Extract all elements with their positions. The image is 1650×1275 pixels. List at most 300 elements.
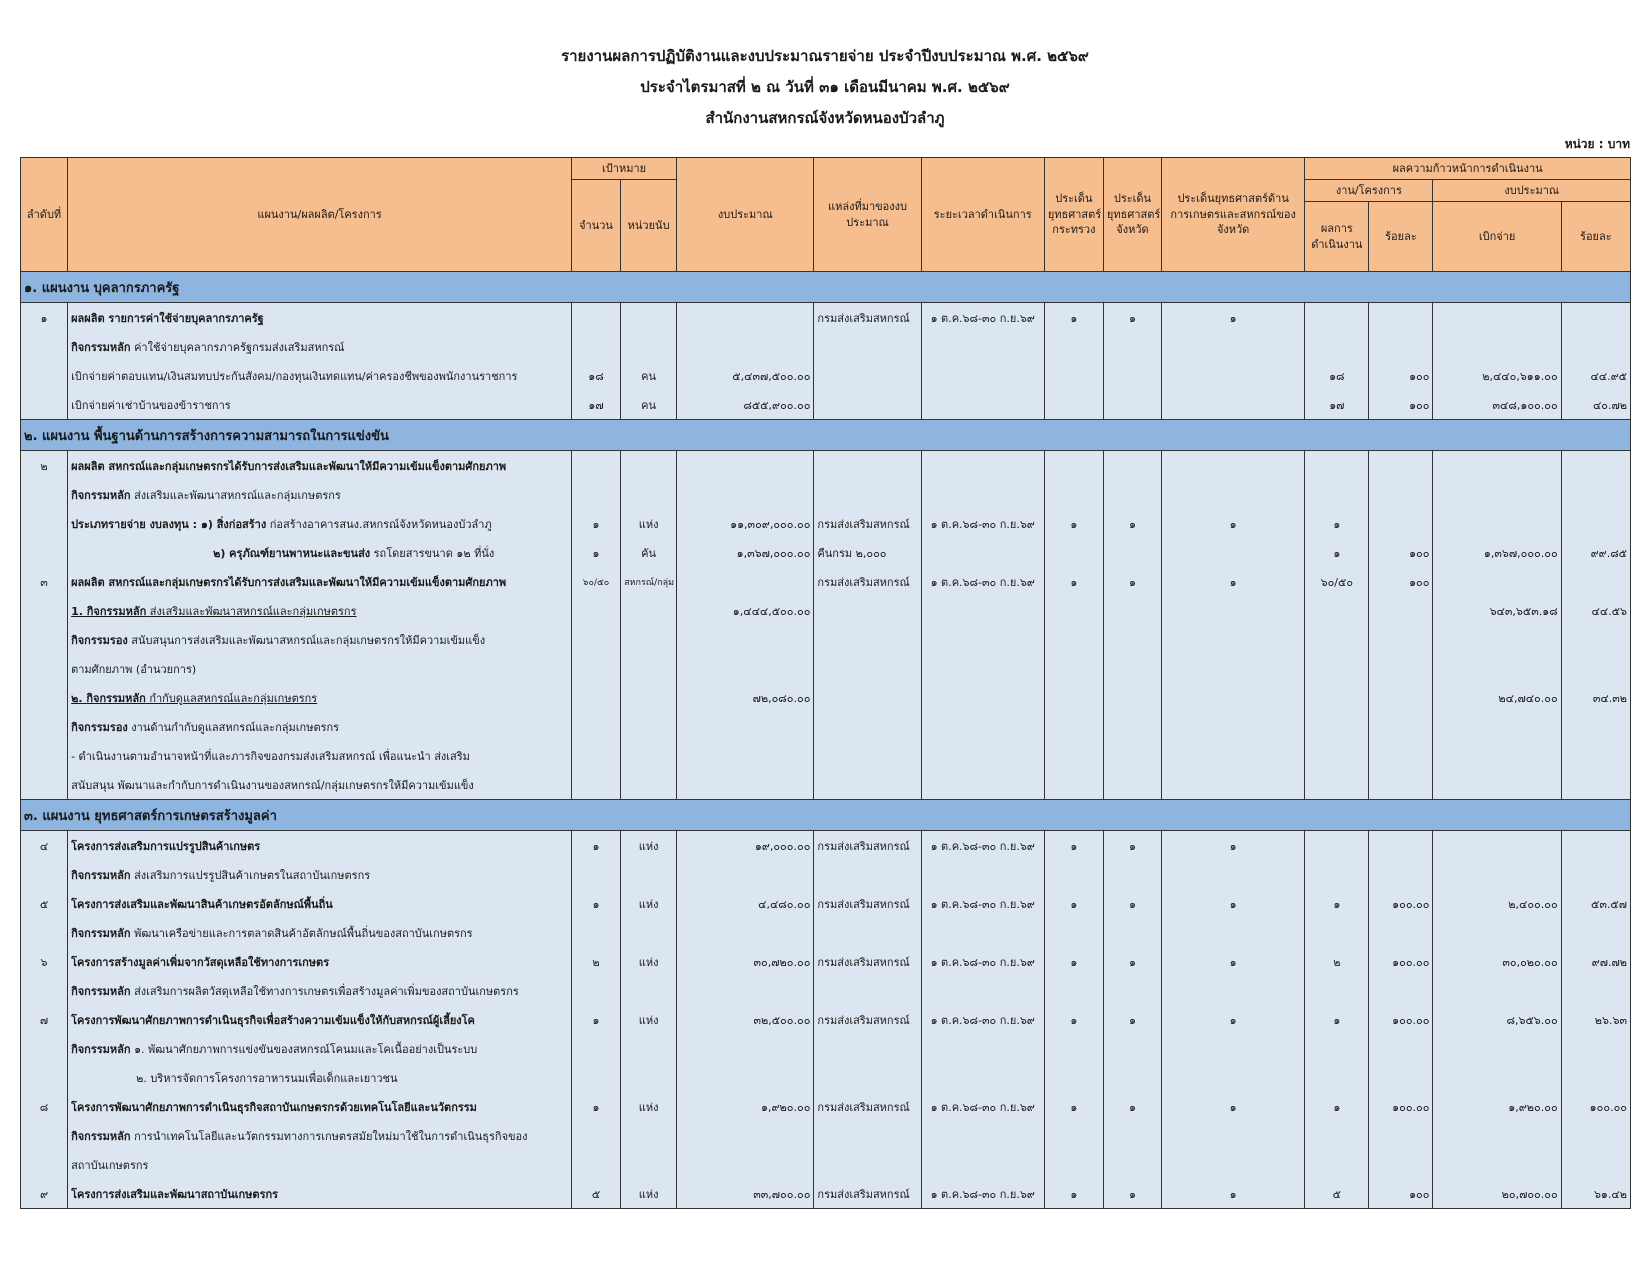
strat-province [1103,361,1161,390]
plan-cell [68,947,572,976]
strat-ministry: ๑ [1044,567,1103,596]
period: ๑ ต.ค.๖๘-๓๐ ก.ย.๖๙ [921,509,1044,538]
budget-percent [1561,918,1630,947]
strat-province [1103,860,1161,889]
strat-province [1103,451,1161,481]
work-result: ๑๘ [1305,361,1369,390]
row-number: ๒ [21,451,68,481]
budget-source: กรมส่งเสริมสหกรณ์ [814,567,921,596]
row-number [21,596,68,625]
work-result [1305,1150,1369,1179]
budget-percent: ๙๗.๗๒ [1561,947,1630,976]
row-number: ๔ [21,831,68,861]
budget-source: กรมส่งเสริมสหกรณ์ [814,831,921,861]
budget-source [814,596,921,625]
work-result [1305,451,1369,481]
row-number: ๗ [21,1005,68,1034]
table-row [21,509,1631,538]
row-number [21,1150,68,1179]
section-row [21,800,1631,831]
period: ๑ ต.ค.๖๘-๓๐ ก.ย.๖๙ [921,1092,1044,1121]
period [921,451,1044,481]
strat-agri: ๑ [1162,303,1305,333]
target-qty: ๑ [571,1005,620,1034]
strat-ministry [1044,451,1103,481]
budget-percent [1561,770,1630,800]
strat-ministry [1044,480,1103,509]
disbursed-value [1433,480,1561,509]
plan-text: เบิกจ่ายค่าเช่าบ้านของข้าราชการ [71,398,231,412]
work-result [1305,683,1369,712]
plan-heading: 1. กิจกรรมหลัก [71,604,147,618]
budget-value: ๑๙,๐๐๐.๐๐ [677,831,814,861]
work-percent [1369,860,1433,889]
work-percent [1369,596,1433,625]
table-row [21,976,1631,1005]
budget-value: ๑๑,๓๐๙,๐๐๐.๐๐ [677,509,814,538]
work-result: ๑ [1305,538,1369,567]
target-qty [571,1121,620,1150]
budget-value [677,303,814,333]
budget-percent [1561,831,1630,861]
period [921,390,1044,420]
target-unit [621,1034,677,1063]
strat-agri [1162,918,1305,947]
strat-province [1103,741,1161,770]
budget-source: กรมส่งเสริมสหกรณ์ [814,1179,921,1209]
row-number: ๖ [21,947,68,976]
plan-heading: กิจกรรมหลัก [71,984,131,998]
table-row [21,361,1631,390]
strat-province: ๑ [1103,1092,1161,1121]
budget-source [814,741,921,770]
work-result: ๑ [1305,889,1369,918]
strat-ministry: ๑ [1044,1179,1103,1209]
disbursed-value [1433,567,1561,596]
strat-province: ๑ [1103,1005,1161,1034]
col-strat-agri: ประเด็นยุทธศาสตร์ด้านการเกษตรและสหกรณ์ของจังหวัด [1162,158,1305,272]
period [921,741,1044,770]
target-qty: ๑ [571,1092,620,1121]
budget-source [814,712,921,741]
plan-heading: ๒) ครุภัณฑ์ยานพาหนะและขนส่ง [213,546,371,560]
plan-text: การนำเทคโนโลยีและนวัตกรรมทางการเกษตรสมัยใหม่มาใช้ในการดำเนินธุรกิจของ [130,1129,528,1143]
plan-cell [68,390,572,420]
target-unit [621,976,677,1005]
section-title: ๒. แผนงาน พื้นฐานด้านการสร้างการความสามารถในการแข่งขัน [21,420,1631,451]
plan-heading: กิจกรรมหลัก [71,1042,131,1056]
work-result [1305,1063,1369,1092]
work-result: ๑ [1305,1005,1369,1034]
target-unit: แห่ง [621,947,677,976]
table-row [21,712,1631,741]
disbursed-value: ๒,๔๔๐,๖๑๑.๐๐ [1433,361,1561,390]
plan-text: สนับสนุน พัฒนาและกำกับการดำเนินงานของสหกรณ์/กลุ่มเกษตรกรให้มีความเข้มแข็ง [71,778,474,792]
plan-cell [68,770,572,800]
work-percent: ๑๐๐ [1369,361,1433,390]
strat-ministry [1044,1150,1103,1179]
target-qty [571,654,620,683]
budget-source [814,770,921,800]
strat-province [1103,390,1161,420]
table-row [21,596,1631,625]
plan-text: รถโดยสารขนาด ๑๒ ที่นั่ง [370,546,495,560]
period: ๑ ต.ค.๖๘-๓๐ ก.ย.๖๙ [921,889,1044,918]
row-number [21,332,68,361]
plan-text: สถาบันเกษตรกร [71,1158,149,1172]
plan-heading: ๒. กิจกรรมหลัก [71,691,146,705]
strat-agri [1162,1121,1305,1150]
disbursed-value [1433,976,1561,1005]
strat-agri [1162,712,1305,741]
plan-cell [68,509,572,538]
work-result [1305,918,1369,947]
table-row [21,770,1631,800]
work-result [1305,332,1369,361]
target-qty: ๑ [571,538,620,567]
plan-heading: โครงการส่งเสริมและพัฒนาสินค้าเกษตรอัตลักษณ์พื้นถิ่น [71,897,333,911]
target-qty [571,596,620,625]
plan-cell [68,567,572,596]
period [921,538,1044,567]
col-work: งาน/โครงการ [1305,180,1433,202]
strat-ministry [1044,712,1103,741]
target-qty [571,860,620,889]
budget-value [677,976,814,1005]
work-result: ๕ [1305,1179,1369,1209]
col-budget2: งบประมาณ [1433,180,1631,202]
strat-province: ๑ [1103,1179,1161,1209]
budget-source [814,976,921,1005]
plan-cell [68,538,572,567]
plan-cell [68,303,572,333]
strat-province: ๑ [1103,831,1161,861]
budget-percent: ๖๑.๔๒ [1561,1179,1630,1209]
target-qty [571,625,620,654]
table-row [21,889,1631,918]
budget-percent [1561,1150,1630,1179]
budget-source [814,451,921,481]
target-unit [621,625,677,654]
report-body [21,272,1631,1209]
row-number [21,976,68,1005]
work-percent [1369,480,1433,509]
period [921,625,1044,654]
budget-source [814,1063,921,1092]
strat-ministry [1044,1063,1103,1092]
row-number [21,509,68,538]
plan-cell [68,889,572,918]
budget-source [814,860,921,889]
work-percent: ๑๐๐.๐๐ [1369,1005,1433,1034]
table-row [21,860,1631,889]
table-row [21,1063,1631,1092]
row-number [21,538,68,567]
plan-text: สนับสนุนการส่งเสริมและพัฒนาสหกรณ์และกลุ่มเกษตรกรให้มีความเข้มแข็ง [127,633,486,647]
strat-province [1103,480,1161,509]
col-progress: ผลความก้าวหน้าการดำเนินงาน [1305,158,1631,180]
budget-percent: ๓๔.๓๒ [1561,683,1630,712]
strat-province [1103,538,1161,567]
strat-province [1103,770,1161,800]
strat-ministry [1044,361,1103,390]
work-result [1305,1121,1369,1150]
period: ๑ ต.ค.๖๘-๓๐ ก.ย.๖๙ [921,303,1044,333]
work-percent [1369,1150,1433,1179]
strat-ministry: ๑ [1044,947,1103,976]
row-number [21,1063,68,1092]
plan-heading: ผลผลิต รายการค่าใช้จ่ายบุคลากรภาครัฐ [71,311,264,325]
strat-province [1103,918,1161,947]
plan-cell [68,918,572,947]
plan-heading: ประเภทรายจ่าย งบลงทุน : ๑) สิ่งก่อสร้าง [71,517,267,531]
target-unit [621,770,677,800]
table-row [21,1092,1631,1121]
budget-percent [1561,451,1630,481]
plan-cell [68,1150,572,1179]
strat-province [1103,1150,1161,1179]
strat-agri: ๑ [1162,889,1305,918]
target-unit [621,1150,677,1179]
work-percent [1369,712,1433,741]
plan-cell [68,1179,572,1209]
target-qty: ๒ [571,947,620,976]
strat-agri: ๑ [1162,1179,1305,1209]
budget-value: ๑,๙๒๐.๐๐ [677,1092,814,1121]
budget-percent: ๔๔.๕๖ [1561,596,1630,625]
target-unit: คน [621,361,677,390]
table-row [21,567,1631,596]
budget-percent: ๕๓.๕๗ [1561,889,1630,918]
row-number: ๕ [21,889,68,918]
plan-text: ส่งเสริมและพัฒนาสหกรณ์และกลุ่มเกษตรกร [146,604,357,618]
work-percent [1369,1121,1433,1150]
strat-agri: ๑ [1162,947,1305,976]
budget-value [677,480,814,509]
period: ๑ ต.ค.๖๘-๓๐ ก.ย.๖๙ [921,1179,1044,1209]
target-unit: แห่ง [621,1005,677,1034]
plan-cell [68,683,572,712]
table-row [21,1179,1631,1209]
plan-text: ค่าใช้จ่ายบุคลากรภาครัฐกรมส่งเสริมสหกรณ์ [130,340,345,354]
col-source: แหล่งที่มาของงบประมาณ [814,158,921,272]
row-number [21,625,68,654]
target-unit [621,332,677,361]
disbursed-value: ๓๔๘,๑๐๐.๐๐ [1433,390,1561,420]
budget-percent: ๒๖.๖๓ [1561,1005,1630,1034]
disbursed-value [1433,303,1561,333]
disbursed-value [1433,451,1561,481]
strat-ministry [1044,976,1103,1005]
target-qty [571,480,620,509]
budget-source: กรมส่งเสริมสหกรณ์ [814,509,921,538]
budget-source [814,361,921,390]
plan-text: ๑. พัฒนาศักยภาพการแข่งขันของสหกรณ์โคนมและโคเนื้ออย่างเป็นระบบ [130,1042,478,1056]
plan-cell [68,625,572,654]
target-qty: ๑ [571,889,620,918]
target-qty [571,741,620,770]
plan-heading: โครงการส่งเสริมและพัฒนาสถาบันเกษตรกร [71,1187,279,1201]
target-qty [571,976,620,1005]
target-unit [621,918,677,947]
period [921,596,1044,625]
row-number [21,918,68,947]
strat-province [1103,332,1161,361]
work-percent [1369,654,1433,683]
strat-province: ๑ [1103,947,1161,976]
budget-source [814,1034,921,1063]
strat-ministry [1044,596,1103,625]
target-unit [621,860,677,889]
plan-heading: กิจกรรมรอง [71,633,128,647]
budget-percent [1561,332,1630,361]
budget-source: กรมส่งเสริมสหกรณ์ [814,1092,921,1121]
target-unit [621,451,677,481]
strat-ministry: ๑ [1044,889,1103,918]
period [921,332,1044,361]
target-qty: ๖๐/๕๐ [571,567,620,596]
target-qty [571,1063,620,1092]
target-unit [621,741,677,770]
row-number [21,654,68,683]
plan-cell [68,451,572,481]
budget-source [814,1150,921,1179]
row-number [21,361,68,390]
strat-agri [1162,480,1305,509]
report-table [20,157,1631,1209]
strat-ministry: ๑ [1044,509,1103,538]
work-result [1305,596,1369,625]
budget-source [814,390,921,420]
plan-cell [68,1063,572,1092]
budget-value [677,1034,814,1063]
plan-text: ส่งเสริมการแปรรูปสินค้าเกษตรในสถาบันเกษตรกร [130,868,371,882]
work-percent: ๑๐๐.๐๐ [1369,1092,1433,1121]
target-qty [571,332,620,361]
plan-cell [68,831,572,861]
disbursed-value: ๒,๔๐๐.๐๐ [1433,889,1561,918]
strat-province [1103,712,1161,741]
budget-percent [1561,654,1630,683]
work-percent [1369,509,1433,538]
work-result [1305,860,1369,889]
target-unit [621,596,677,625]
disbursed-value [1433,831,1561,861]
budget-value [677,567,814,596]
work-result [1305,831,1369,861]
budget-value [677,1150,814,1179]
strat-ministry [1044,538,1103,567]
table-row [21,654,1631,683]
strat-ministry: ๑ [1044,1092,1103,1121]
period [921,361,1044,390]
strat-agri [1162,538,1305,567]
row-number [21,480,68,509]
disbursed-value: ๘,๖๕๖.๐๐ [1433,1005,1561,1034]
budget-value: ๘๕๕,๙๐๐.๐๐ [677,390,814,420]
budget-value: ๗๒,๐๘๐.๐๐ [677,683,814,712]
work-percent [1369,918,1433,947]
budget-value: ๔,๔๘๐.๐๐ [677,889,814,918]
row-number: ๘ [21,1092,68,1121]
section-title: ๑. แผนงาน บุคลากรภาครัฐ [21,272,1631,303]
disbursed-value [1433,1121,1561,1150]
strat-province [1103,976,1161,1005]
work-percent [1369,1034,1433,1063]
budget-percent [1561,1063,1630,1092]
disbursed-value [1433,860,1561,889]
strat-province: ๑ [1103,303,1161,333]
budget-value [677,741,814,770]
strat-province [1103,1034,1161,1063]
period [921,480,1044,509]
work-percent [1369,625,1433,654]
table-row [21,332,1631,361]
plan-text: - ดำเนินงานตามอำนาจหน้าที่และภารกิจของกรมส่งเสริมสหกรณ์ เพื่อแนะนำ ส่งเสริม [71,749,470,763]
disbursed-value: ๓๐,๐๒๐.๐๐ [1433,947,1561,976]
strat-province: ๑ [1103,567,1161,596]
budget-source [814,625,921,654]
row-number [21,770,68,800]
work-percent [1369,770,1433,800]
disbursed-value [1433,509,1561,538]
plan-cell [68,1092,572,1121]
target-qty [571,303,620,333]
period [921,976,1044,1005]
work-result [1305,712,1369,741]
work-result [1305,741,1369,770]
budget-value [677,332,814,361]
strat-agri [1162,770,1305,800]
plan-text: กำกับดูแลสหกรณ์และกลุ่มเกษตรกร [145,691,318,705]
plan-text: ๒. บริหารจัดการโครงการอาหารนมเพื่อเด็กและเยาวชน [136,1071,398,1085]
row-number [21,390,68,420]
budget-percent [1561,741,1630,770]
target-qty [571,683,620,712]
budget-source: กรมส่งเสริมสหกรณ์ [814,1005,921,1034]
strat-province [1103,683,1161,712]
strat-agri [1162,451,1305,481]
work-result [1305,625,1369,654]
work-percent: ๑๐๐ [1369,538,1433,567]
section-row [21,420,1631,451]
strat-agri [1162,361,1305,390]
strat-agri [1162,332,1305,361]
work-result [1305,654,1369,683]
budget-percent [1561,480,1630,509]
target-qty [571,918,620,947]
strat-ministry: ๑ [1044,303,1103,333]
budget-source: กรมส่งเสริมสหกรณ์ [814,303,921,333]
work-result: ๑๗ [1305,390,1369,420]
col-result: ผลการดำเนินงาน [1305,202,1369,272]
table-row [21,390,1631,420]
plan-cell [68,480,572,509]
plan-text: งานด้านกำกับดูแลสหกรณ์และกลุ่มเกษตรกร [127,720,340,734]
target-qty: ๑๘ [571,361,620,390]
strat-province [1103,654,1161,683]
target-qty: ๑ [571,831,620,861]
table-row [21,947,1631,976]
target-qty: ๕ [571,1179,620,1209]
work-result [1305,770,1369,800]
budget-value [677,1121,814,1150]
disbursed-value [1433,918,1561,947]
period [921,654,1044,683]
period: ๑ ต.ค.๖๘-๓๐ ก.ย.๖๙ [921,567,1044,596]
budget-percent [1561,509,1630,538]
plan-cell [68,332,572,361]
